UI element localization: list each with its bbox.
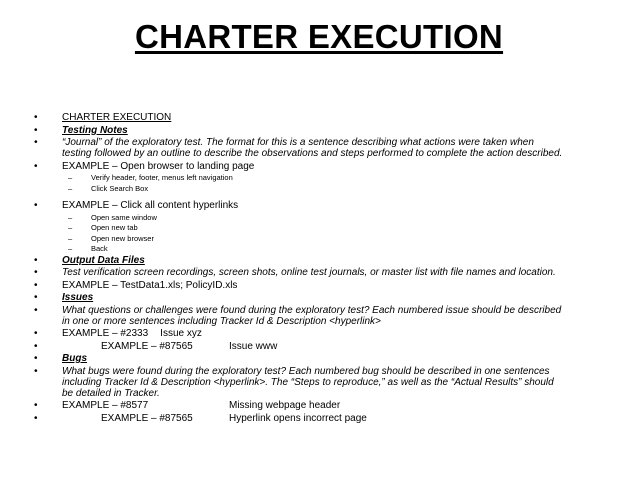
issues-heading: Issues	[62, 292, 94, 303]
journal-text-line1: “Journal” of the exploratory test. The format for this is a sentence describing what actions were taken when	[62, 137, 534, 148]
example-click-links: EXAMPLE – Click all content hyperlinks	[62, 200, 239, 211]
issues-question-line1: What questions or challenges were found during the exploratory test? Each numbered issue should be described	[62, 304, 562, 316]
sub-list-item: – Open new tab	[34, 223, 614, 234]
example-open-browser: EXAMPLE – Open browser to landing page	[62, 160, 255, 172]
issue1-desc: Issue xyz	[160, 328, 202, 339]
list-item	[34, 125, 614, 136]
bug1-id: EXAMPLE – #8577	[62, 400, 149, 411]
list-item	[34, 255, 614, 266]
bugs-question-line3: be detailed in Tracker.	[62, 387, 160, 399]
page-title: CHARTER EXECUTION	[134, 18, 504, 55]
list-item	[34, 161, 614, 172]
bugs-question-line2: including Tracker Id & Description <hyperlink>. The “Steps to reproduce,” as well as the “Actual Results” should	[62, 376, 554, 388]
issue1-id: EXAMPLE – #2333	[62, 328, 149, 339]
list-item	[34, 267, 614, 278]
list-item	[34, 137, 614, 159]
sub-list-item: – Open same window	[34, 213, 614, 224]
list-item	[34, 280, 614, 291]
bugs-question-line1: What bugs were found during the exploratory test? Each numbered bug should be described in one sentences	[62, 365, 550, 377]
list-item	[34, 400, 614, 411]
list-item	[34, 366, 614, 399]
bugs-heading: Bugs	[62, 353, 87, 364]
list-item	[34, 341, 614, 352]
list-item	[34, 305, 614, 327]
list-item	[34, 328, 614, 339]
testing-notes-heading: Testing Notes	[62, 124, 128, 136]
list-item	[34, 353, 614, 364]
test-verification-text: Test verification screen recordings, screen shots, online test journals, or master list with file names and location.	[62, 267, 556, 278]
sub-list-item: – Back	[34, 244, 614, 255]
sub-list-item: – Verify header, footer, menus left navigation	[34, 173, 614, 184]
sub-list-item: – Click Search Box	[34, 184, 614, 195]
bug2-desc: Hyperlink opens incorrect page	[229, 412, 367, 424]
charter-execution-label: CHARTER EXECUTION	[62, 112, 172, 123]
list-item	[34, 200, 614, 211]
bullet-list	[34, 112, 614, 425]
issue2-desc: Issue www	[229, 340, 278, 352]
bug1-desc: Missing webpage header	[229, 400, 341, 411]
output-data-files-heading: Output Data Files	[62, 254, 145, 266]
issue2-id: EXAMPLE – #87565	[101, 340, 193, 352]
journal-text-line2: testing followed by an outline to describe the observations and steps performed to complete the action described.	[62, 148, 563, 159]
issues-question-line2: in one or more sentences including Tracker Id & Description <hyperlink>	[62, 315, 381, 327]
bug2-id: EXAMPLE – #87565	[101, 412, 193, 424]
list-item	[34, 112, 614, 123]
list-item	[34, 413, 614, 424]
example-testdata: EXAMPLE – TestData1.xls; PolicyID.xls	[62, 279, 238, 291]
list-item	[34, 292, 614, 303]
sub-list-item: – Open new browser	[34, 234, 614, 245]
